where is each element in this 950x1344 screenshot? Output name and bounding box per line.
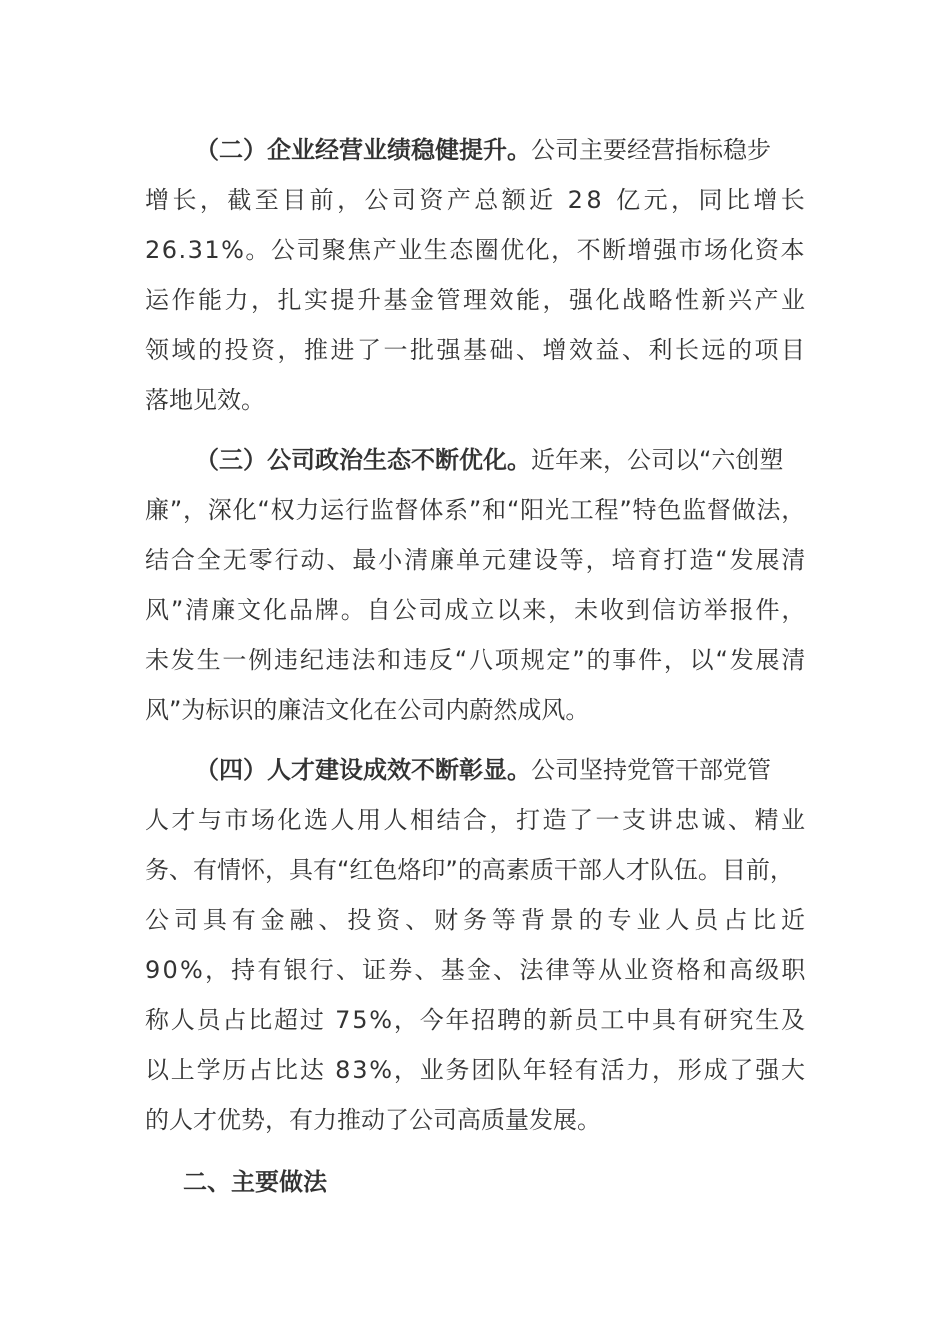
paragraph-4-line-4 bbox=[145, 895, 810, 945]
paragraph-3-line-5 bbox=[145, 635, 808, 685]
paragraph-4-line-6 bbox=[145, 995, 805, 1045]
paragraph-4-text: 以上学历占比达 83%，业务团队年轻有活力，形成了强大 bbox=[145, 1056, 807, 1084]
paragraph-4-line-8 bbox=[145, 1095, 805, 1145]
paragraph-2-line-5 bbox=[145, 325, 808, 375]
paragraph-4-text: 公司具有金融、投资、财务等背景的专业人员占比近 bbox=[145, 906, 810, 934]
paragraph-3-text: 廉”，深化“权力运行监督体系”和“阳光工程”特色监督做法， bbox=[145, 496, 807, 524]
paragraph-3-text: 结合全无零行动、最小清廉单元建设等，培育打造“发展清 bbox=[145, 546, 808, 574]
paragraph-4-title: （四）人才建设成效不断彰显。 bbox=[195, 756, 531, 784]
paragraph-2-title: （二）企业经营业绩稳健提升。 bbox=[195, 136, 531, 164]
paragraph-4-line-5 bbox=[145, 945, 808, 995]
paragraph-4-text: 的人才优势，有力推动了公司高质量发展。 bbox=[145, 1106, 601, 1134]
paragraph-4-line-7 bbox=[145, 1045, 805, 1095]
paragraph-3-line-6 bbox=[145, 685, 805, 735]
paragraph-3-line-3 bbox=[145, 535, 808, 585]
paragraph-3-line-4 bbox=[145, 585, 808, 635]
paragraph-3-text: 未发生一例违纪违法和违反“八项规定”的事件，以“发展清 bbox=[145, 646, 808, 674]
paragraph-4-line-2 bbox=[145, 795, 808, 845]
paragraph-4-text: 称人员占比超过 75%，今年招聘的新员工中具有研究生及 bbox=[145, 1006, 807, 1034]
paragraph-4-text: 人才与市场化选人用人相结合，打造了一支讲忠诚、精业 bbox=[145, 806, 808, 834]
paragraph-4-text: 公司坚持党管干部党管 bbox=[531, 756, 771, 784]
paragraph-2-text: 公司主要经营指标稳步 bbox=[531, 136, 771, 164]
paragraph-3-text: 风”清廉文化品牌。自公司成立以来，未收到信访举报件， bbox=[145, 596, 808, 624]
section-heading: 二、主要做法 bbox=[183, 1168, 327, 1196]
paragraph-2-text: 落地见效。 bbox=[145, 386, 265, 414]
paragraph-3-title: （三）公司政治生态不断优化。 bbox=[195, 446, 531, 474]
paragraph-2-text: 26.31%。公司聚焦产业生态圈优化，不断增强市场化资本 bbox=[145, 236, 806, 264]
paragraph-2-line-6 bbox=[145, 375, 805, 425]
paragraph-4-text: 90%，持有银行、证券、基金、法律等从业资格和高级职 bbox=[145, 956, 808, 984]
paragraph-2-line-2 bbox=[145, 175, 809, 225]
paragraph-3-line-2 bbox=[145, 485, 805, 535]
paragraph-2-text: 领域的投资，推进了一批强基础、增效益、利长远的项目 bbox=[145, 336, 808, 364]
paragraph-3-text: 近年来，公司以“六创塑 bbox=[531, 446, 784, 474]
paragraph-4-line-1 bbox=[195, 745, 805, 795]
paragraph-3-text: 风”为标识的廉洁文化在公司内蔚然成风。 bbox=[145, 696, 590, 724]
paragraph-2-line-1 bbox=[195, 125, 805, 175]
paragraph-3-line-1 bbox=[195, 435, 805, 485]
paragraph-2-text: 增长，截至目前，公司资产总额近 28 亿元，同比增长 bbox=[145, 186, 809, 214]
paragraph-4-text: 务、有情怀，具有“红色烙印”的高素质干部人才队伍。目前， bbox=[145, 856, 794, 884]
paragraph-2-text: 运作能力，扎实提升基金管理效能，强化战略性新兴产业 bbox=[145, 286, 808, 314]
paragraph-2-line-4 bbox=[145, 275, 808, 325]
paragraph-4-line-3 bbox=[145, 845, 830, 895]
paragraph-2-line-3 bbox=[145, 225, 805, 275]
